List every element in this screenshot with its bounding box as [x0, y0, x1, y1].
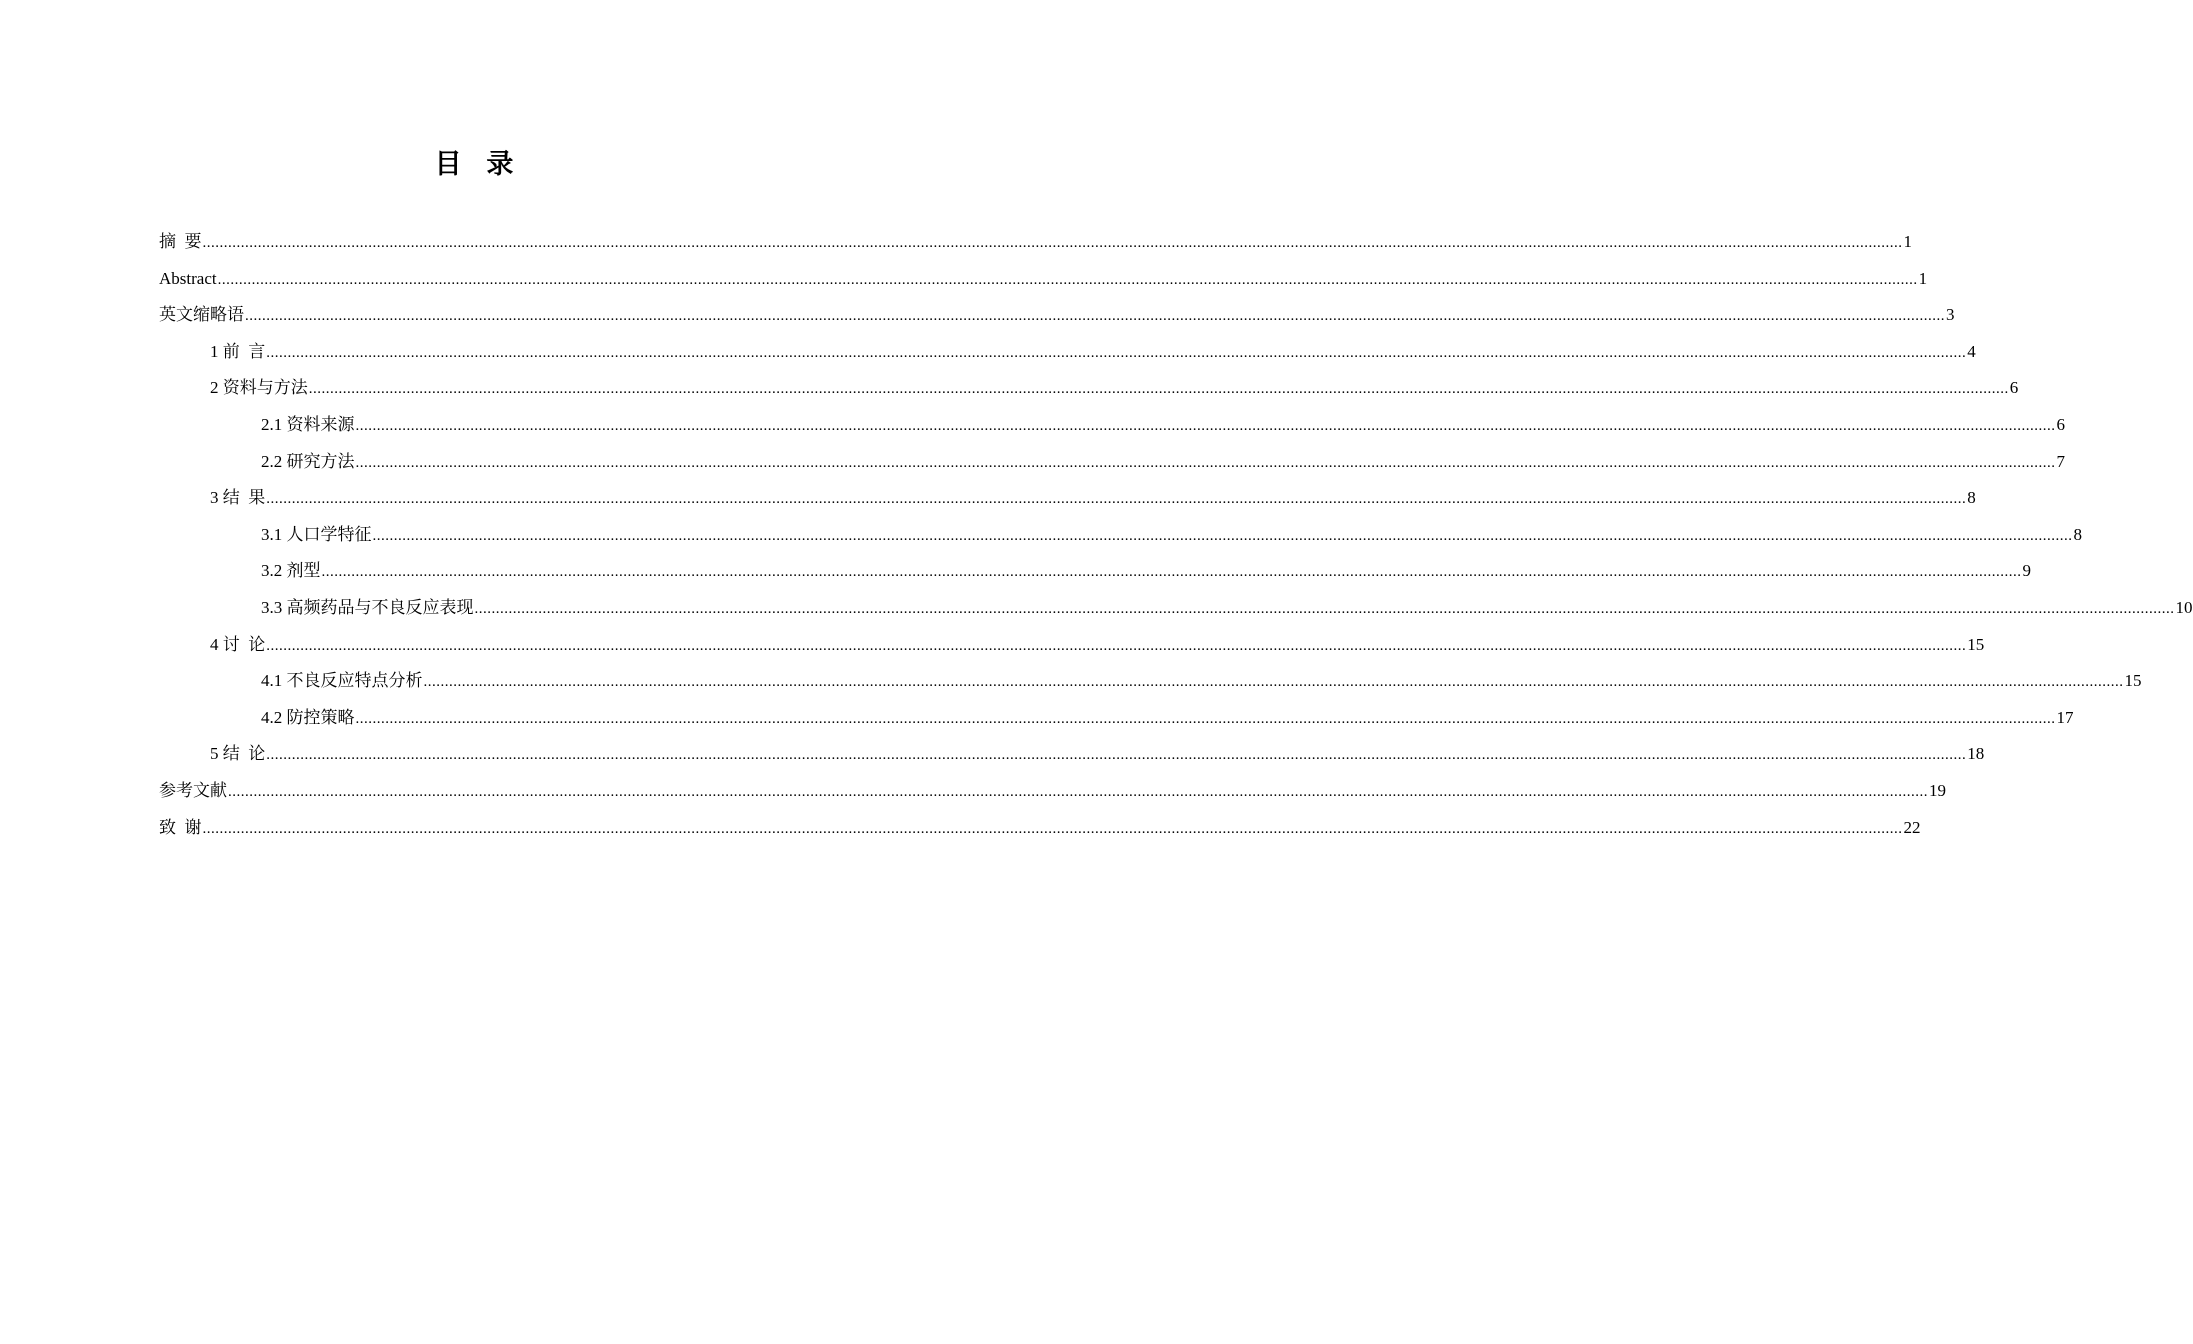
- toc-entry[interactable]: [159, 370, 2019, 407]
- toc-dot-leader: ................................................................................................................................................................................................................................................................................................................................................................................................................: [355, 454, 2056, 471]
- toc-entry-page-number: 18: [1967, 744, 1985, 764]
- toc-dot-leader: ................................................................................................................................................................................................................................................................................................................................................................................................................: [355, 417, 2056, 434]
- toc-dot-leader: ................................................................................................................................................................................................................................................................................................................................................................................................................: [372, 527, 2073, 544]
- toc-entry-label: 1 前 言: [210, 341, 266, 361]
- toc-dot-leader: ................................................................................................................................................................................................................................................................................................................................................................................................................: [245, 308, 1945, 325]
- toc-entry[interactable]: [159, 224, 1912, 261]
- toc-entry[interactable]: [159, 700, 2074, 737]
- toc-dot-leader: ................................................................................................................................................................................................................................................................................................................................................................................................................: [474, 600, 2175, 617]
- toc-entry-label: 3 结 果: [210, 488, 266, 508]
- toc-dot-leader: ................................................................................................................................................................................................................................................................................................................................................................................................................: [266, 747, 1967, 764]
- toc-entry-page-number: 9: [2022, 561, 2031, 581]
- toc-dot-leader: ................................................................................................................................................................................................................................................................................................................................................................................................................: [202, 235, 1903, 251]
- toc-entry-label: Abstract: [159, 268, 217, 288]
- toc-dot-leader: ................................................................................................................................................................................................................................................................................................................................................................................................................: [308, 381, 2009, 398]
- toc-entry[interactable]: [159, 334, 1976, 371]
- toc-entry[interactable]: [159, 773, 1946, 810]
- toc-dot-leader: ................................................................................................................................................................................................................................................................................................................................................................................................................: [228, 783, 1928, 800]
- toc-entry[interactable]: [159, 444, 2065, 481]
- toc-entry-label: 4 讨 论: [210, 634, 266, 654]
- toc-entry[interactable]: [159, 261, 1928, 298]
- toc-entry[interactable]: [159, 297, 1955, 334]
- toc-entry-page-number: 8: [1967, 488, 1976, 508]
- toc-entry-label: 3.1 人口学特征: [261, 524, 372, 544]
- toc-dot-leader: ................................................................................................................................................................................................................................................................................................................................................................................................................: [266, 637, 1967, 654]
- toc-dot-leader: ................................................................................................................................................................................................................................................................................................................................................................................................................: [266, 491, 1967, 508]
- toc-entry-label: 4.1 不良反应特点分析: [261, 671, 423, 691]
- toc-dot-leader: ................................................................................................................................................................................................................................................................................................................................................................................................................: [355, 710, 2056, 727]
- toc-entry-page-number: 7: [2056, 451, 2065, 471]
- toc-entry-label: 摘 要: [159, 232, 202, 251]
- toc-dot-leader: ................................................................................................................................................................................................................................................................................................................................................................................................................: [423, 674, 2124, 691]
- toc-entry-label: 3.2 剂型: [261, 561, 321, 581]
- toc-dot-leader: ................................................................................................................................................................................................................................................................................................................................................................................................................: [217, 271, 1918, 288]
- toc-entry[interactable]: [159, 407, 2065, 444]
- toc-entry[interactable]: [159, 810, 1921, 847]
- toc-entry[interactable]: [159, 517, 2082, 554]
- toc-entry-page-number: 1: [1918, 268, 1928, 288]
- toc-entry-page-number: 1: [1903, 232, 1912, 251]
- toc-entry[interactable]: [159, 663, 2142, 700]
- toc-entry[interactable]: [159, 627, 1985, 664]
- toc-entry-page-number: 4: [1967, 341, 1976, 361]
- toc-dot-leader: ................................................................................................................................................................................................................................................................................................................................................................................................................: [321, 564, 2022, 581]
- toc-entry-page-number: 22: [1903, 817, 1921, 837]
- toc-entry-page-number: 10: [2175, 597, 2193, 617]
- toc-entry-page-number: 8: [2073, 524, 2082, 544]
- toc-dot-leader: ................................................................................................................................................................................................................................................................................................................................................................................................................: [202, 820, 1903, 837]
- toc-entry[interactable]: [159, 590, 2193, 627]
- toc-entry-page-number: 15: [1967, 634, 1985, 654]
- toc-entry-label: 英文缩略语: [159, 305, 244, 325]
- toc-dot-leader: ................................................................................................................................................................................................................................................................................................................................................................................................................: [266, 344, 1967, 361]
- toc-entry-page-number: 6: [2056, 414, 2065, 434]
- page-title: 目 录: [434, 149, 516, 180]
- toc-entry[interactable]: [159, 480, 1976, 517]
- toc-entry-page-number: 19: [1929, 780, 1946, 800]
- toc-entry-page-number: 15: [2124, 671, 2142, 691]
- toc-entry-label: 2 资料与方法: [210, 378, 308, 398]
- table-of-contents: [159, 224, 2193, 846]
- toc-entry-label: 4.2 防控策略: [261, 707, 355, 727]
- toc-entry[interactable]: [159, 736, 1985, 773]
- toc-entry-label: 3.3 高频药品与不良反应表现: [261, 597, 474, 617]
- toc-entry-label: 参考文献: [159, 780, 227, 800]
- toc-entry[interactable]: [159, 553, 2031, 590]
- toc-entry-label: 2.1 资料来源: [261, 414, 355, 434]
- toc-entry-page-number: 17: [2056, 707, 2074, 727]
- toc-entry-page-number: 6: [2009, 378, 2019, 398]
- toc-entry-page-number: 3: [1946, 305, 1955, 325]
- toc-entry-label: 2.2 研究方法: [261, 451, 355, 471]
- toc-entry-label: 5 结 论: [210, 744, 266, 764]
- toc-entry-label: 致 谢: [159, 817, 202, 837]
